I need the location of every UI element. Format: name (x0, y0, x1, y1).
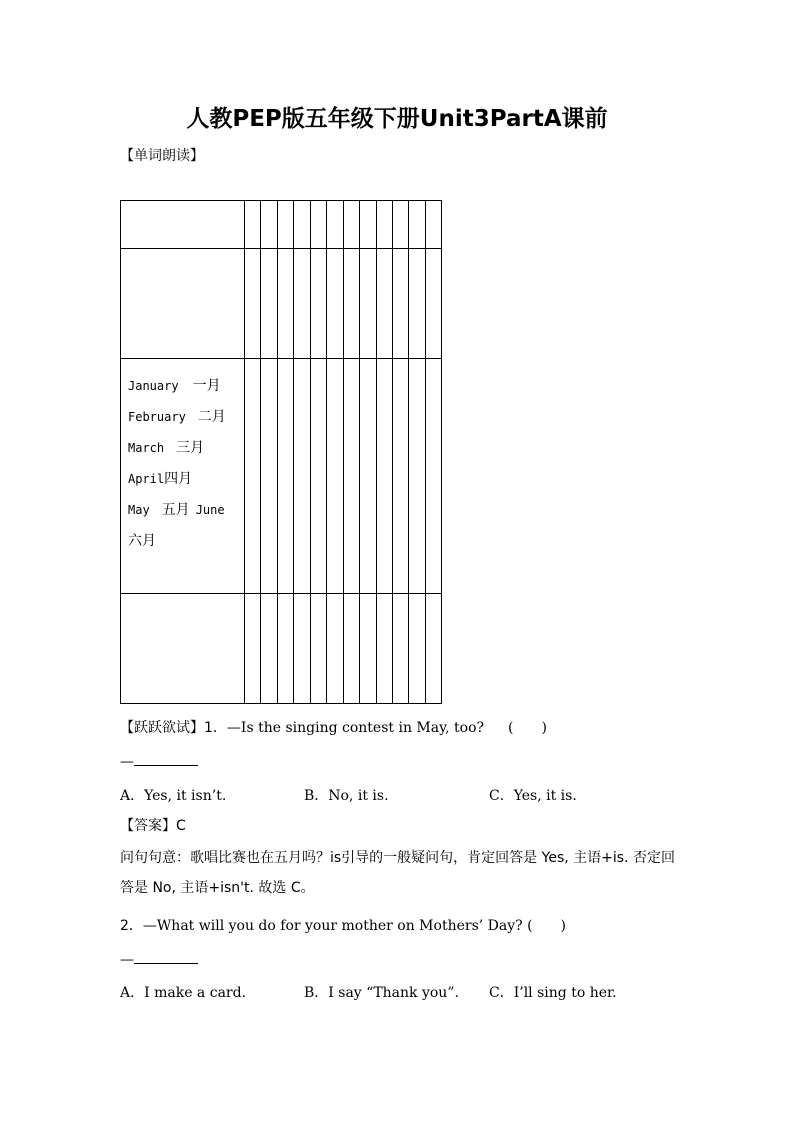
question-1-answer-line: — (120, 752, 198, 770)
question-1: 【跃跃欲试】1．—Is the singing contest in May, too? ( ) (120, 720, 547, 736)
question-2-answer-line: — (120, 950, 198, 968)
word-entry-march: March 三月 (128, 440, 205, 456)
word-entry-february: February 二月 (128, 409, 226, 425)
answer-blank (134, 950, 198, 964)
explanation-line-1: 问句句意：歌唱比赛也在五月吗？is引导的一般疑问句，肯定回答是 Yes, 主语+is. 否定回 (120, 850, 675, 866)
page-title: 人教PEP版五年级下册Unit3PartA课前 (186, 106, 608, 132)
question-1-option-b: B．No, it is. (304, 788, 389, 804)
question-1-option-a: A．Yes, it isn’t. (120, 788, 227, 804)
question-2-option-b: B．I say “Thank you”. (304, 985, 459, 1001)
word-entry-june-cn: 六月 (128, 533, 156, 549)
word-entry-may-june: May 五月 June (128, 502, 225, 518)
question-1-option-c: C．Yes, it is. (489, 788, 577, 804)
question-2: 2．—What will you do for your mother on Mothers’ Day? ( ) (120, 918, 567, 934)
explanation-line-2: 答是 No, 主语+isn't. 故选 C。 (120, 880, 315, 896)
answer-blank (134, 752, 198, 766)
question-2-option-a: A．I make a card. (120, 985, 247, 1001)
section-heading: 【单词朗读】 (120, 148, 204, 164)
word-entry-april: April四月 (128, 471, 193, 487)
word-entry-january: January 一月 (128, 378, 221, 394)
question-2-option-c: C．I’ll sing to her. (489, 985, 617, 1001)
answer-label: 【答案】C (120, 818, 186, 834)
